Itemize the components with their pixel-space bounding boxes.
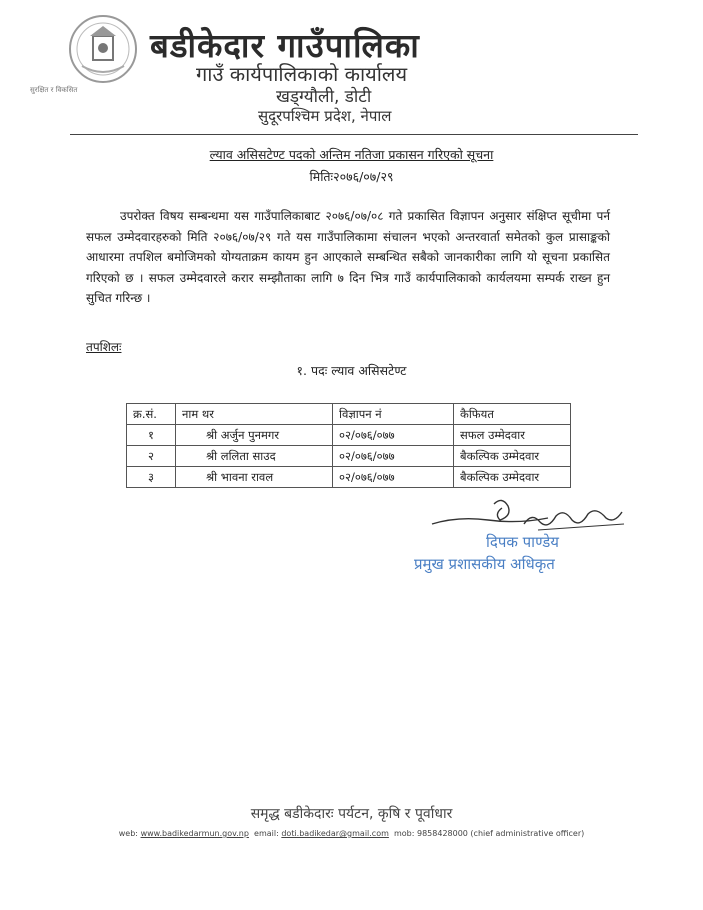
notice-body-text: उपरोक्त विषय सम्बन्धमा यस गाउँपालिकाबाट २०७६/०७/०८ गते प्रकासित विज्ञापन अनुसार संक्षिप्त सूचीमा पर्न सफल उम्मेदवारहरुको मिति २०७६/०७/२९ गते यस गाउँपालिकामा संचालन भएको अन्तरवार्ता समेतको कुल प्रासाङ्कको आधारमा तपशिल बमोजिमको योग्यताक्रम कायम हुन आएकाले सम्बन्धित सबैको जानकारीका लागि यो सूचना प्रकासित गरिएको छ । सफल उम्मेदवारले करार सम्झौताका लागि ७ दिन भित्र गाउँ कार्यपालिकाको कार्यलयमा सम्पर्क राख्न हुन सुचित गरिन्छ । [86, 209, 610, 305]
table-row [127, 446, 571, 467]
cell-serial: १ [127, 425, 176, 446]
cell-remarks: सफल उम्मेदवार [454, 425, 571, 446]
cell-serial: ३ [127, 467, 176, 488]
header-divider [70, 134, 638, 135]
email-link[interactable]: doti.badikedar@gmail.com [281, 829, 389, 838]
officer-name: दिपक पाण्डेय [486, 533, 559, 551]
notice-date: मितिः२०७६/०७/२९ [309, 169, 394, 184]
results-table [126, 403, 571, 488]
municipality-seal-icon [68, 14, 138, 84]
cell-name: श्री अर्जुन पुनमगर [176, 425, 333, 446]
website-link[interactable]: www.badikedarmun.gov.np [140, 829, 249, 838]
details-label: तपशिलः [86, 340, 122, 354]
signature-icon [428, 494, 628, 536]
footer-contact [0, 829, 703, 838]
emblem-note: सुरक्षित र विकसित [30, 86, 78, 94]
office-locality: खड्ग्यौली, डोटी [276, 87, 372, 107]
header-serial: क्र.सं. [127, 404, 176, 425]
municipality-title: बडीकेदार गाउँपालिका [150, 26, 420, 65]
cell-ad-number: ०२/०७६/०७७ [333, 425, 454, 446]
office-province: सुदूरपश्चिम प्रदेश, नेपाल [258, 107, 392, 125]
email-label: email: [254, 829, 279, 838]
cell-name: श्री भावना रावल [176, 467, 333, 488]
post-heading: १. पदः ल्याव असिसटेण्ट [296, 363, 407, 378]
cell-ad-number: ०२/०७६/०७७ [333, 467, 454, 488]
header-ad-number: विज्ञापन नं [333, 404, 454, 425]
notice-subject: ल्याव असिसटेण्ट पदको अन्तिम नतिजा प्रकासन गरिएको सूचना [209, 147, 494, 162]
header-remarks: कैफियत [454, 404, 571, 425]
officer-title: प्रमुख प्रशासकीय अधिकृत [414, 555, 555, 573]
cell-remarks: बैकल्पिक उम्मेदवार [454, 467, 571, 488]
header-name: नाम थर [176, 404, 333, 425]
table-header-row [127, 404, 571, 425]
cell-ad-number: ०२/०७६/०७७ [333, 446, 454, 467]
mobile-number: mob: 9858428000 (chief administrative officer) [393, 829, 585, 838]
office-name: गाउँ कार्यपालिकाको कार्यालय [196, 62, 408, 86]
table-row [127, 467, 571, 488]
cell-serial: २ [127, 446, 176, 467]
table-row [127, 425, 571, 446]
notice-body [86, 206, 610, 309]
footer-slogan: समृद्ध बडीकेदारः पर्यटन, कृषि र पूर्वाधार [250, 806, 453, 822]
cell-remarks: बैकल्पिक उम्मेदवार [454, 446, 571, 467]
cell-name: श्री ललिता साउद [176, 446, 333, 467]
web-label: web: [118, 829, 139, 838]
